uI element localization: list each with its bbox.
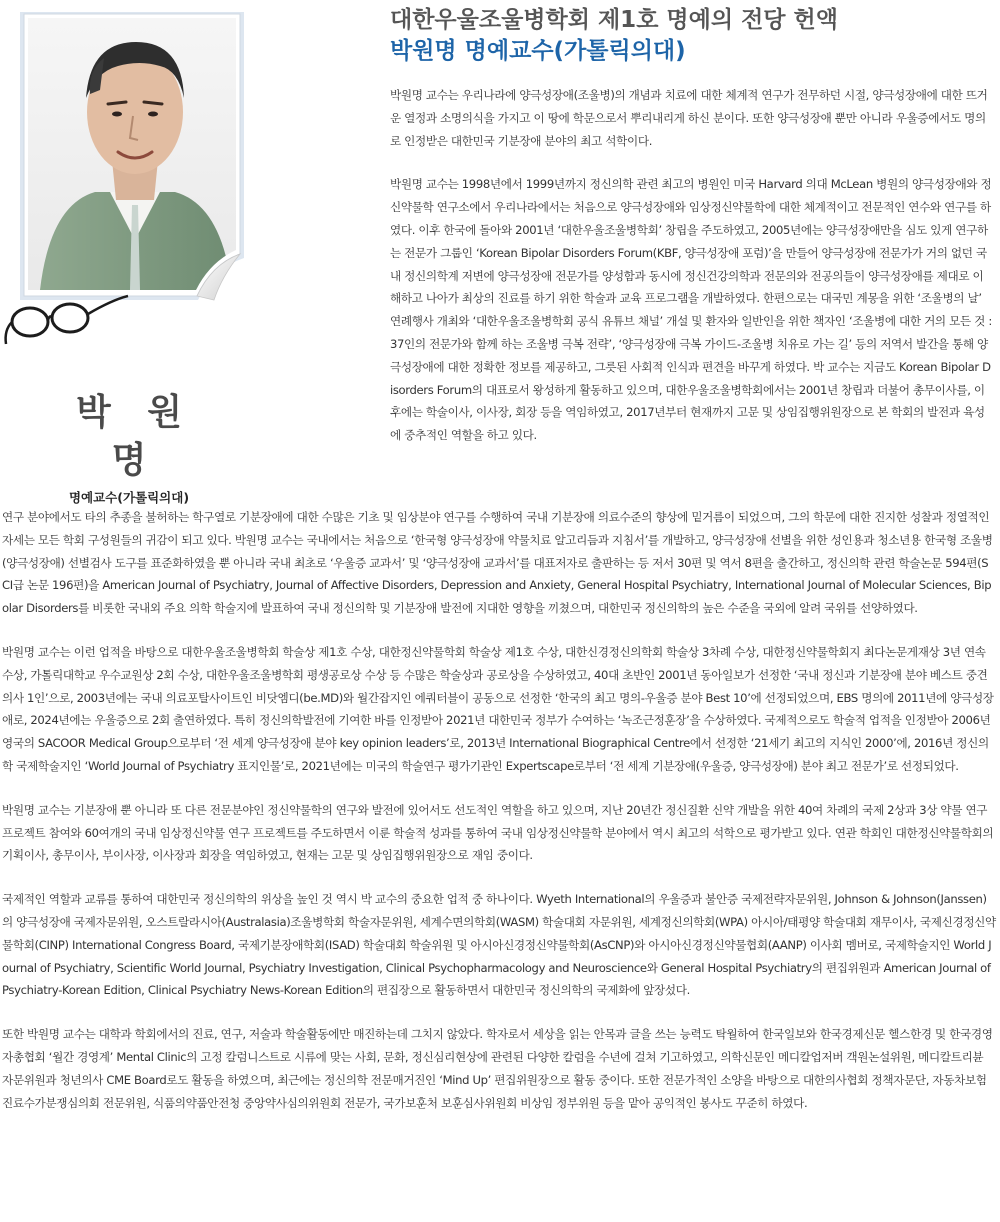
paragraph: 박원명 교수는 기분장애 뿐 아니라 또 다른 전문분야인 정신약물학의 연구와 발전에 있어서도 선도적인 역할을 하고 있으며, 지난 20년간 정신질환 신약 개발을 위한 40여 차례의 국제 2상과 3상 약물 연구 프로젝트 참여와 60여개의 국내 임상정신약물 연구 프로젝트를 주도하면서 이룬 학술적 성과를 통하여 국내 임상정신약물학 분야에서 역시 최고의 석학으로 평가받고 있다. 연관 학회인 대한정신약물학회의 기획이사, 총무이사, 부이사장, 이사장과 회장을 역임하였고, 현재는 고문 및 상임집행위원장으로 재임 중이다. [2, 802, 994, 863]
page-title: 대한우울조울병학회 제1호 명예의 전당 헌액 [390, 7, 838, 33]
profile-name-block [40, 388, 218, 506]
profile-name: 박 원 명 [75, 391, 195, 481]
paragraph: 박원명 교수는 이런 업적을 바탕으로 대한우울조울병학회 학술상 제1호 수상, 대한정신약물학회 학술상 제1호 수상, 대한신경정신의학회 학술상 3차례 수상, 대한정신약물학회지 최다논문게재상 3년 연속 수상, 가톨릭대학교 우수교원상 2회 수상, 대한우울조울병학회 평생공로상 수상 등 수많은 학술상과 공로상을 수상하였고, 40대 초반인 2001년 동아일보가 선정한 ‘국내 정신과 기분장애 분야 베스트 중견의사 1인’으로, 2003년에는 국내 의료포탈사이트인 비닷엠디(be.MD)와 월간잡지인 에쿼터블이 공동으로 선정한 ‘한국의 최고 명의-우울증 분야 Best 10’에 선정되었으며, EBS 명의에 2011년에 양극성장애로, 2024년에는 우울증으로 2회 출연하였다. 특히 정신의학발전에 기여한 바를 인정받아 2021년 대한민국 정부가 수여하는 ‘녹조근정훈장’을 수상하였다. 국제적으로도 학술적 업적을 인정받아 2006년 영국의 SACOOR Medical Group으로부터 ‘전 세계 양극성장애 분야 key opinion leaders’로, 2013년 International Biographical Centre에서 선정한 ‘21세기 최고의 지식인 2000’에, 2016년 정신의학 국제학술지인 ‘World Journal of Psychiatry 표지인물’로, 2021년에는 미국의 학술연구 평가기관인 Expertscape로부터 ‘전 세계 기분장애(우울증, 양극성장애) 분야 최고 전문가’로 선정되었다. [2, 644, 994, 773]
paragraph: 박원명 교수는 1998년에서 1999년까지 정신의학 관련 최고의 병원인 미국 Harvard 의대 McLean 병원의 양극성장애와 정신약물학 연구소에서 우리나라에서는 처음으로 양극성장애와 임상정신약물학에 대한 체계적이고 전문적인 연수와 연구를 하였다. 이후 한국에 돌아와 2001년 ‘대한우울조울병학회’ 창립을 주도하였고, 2005년에는 양극성장애만을 심도 있게 연구하는 전문가 그룹인 ‘Korean Bipolar Disorders Forum(KBF, 양극성장애 포럼)’을 만들어 양극성장애 전문가가 거의 없던 국내 정신의학계 저변에 양극성장애 전문가를 양성함과 동시에 정신건강의학과 전문의와 전공의들이 양극성장애를 제대로 이해하고 나아가 최상의 진료를 하기 위한 학술과 교육 프로그램을 개발하였다. 한편으로는 대국민 계몽을 위한 ‘조울병의 날’ 연례행사 개최와 ‘대한우울조울병학회 공식 유튜브 채널’ 개설 및 환자와 일반인을 위한 책자인 ‘조울병에 대한 거의 모든 것 : 37인의 전문가와 함께 하는 조울병 극복 전략’, ‘양극성장애 극복 가이드-조울병 치유로 가는 길’ 등의 저역서 발간을 통해 양극성장애에 대한 정확한 정보를 제공하고, 그릇된 사회적 인식과 편견을 바꾸게 하였다. 박 교수는 지금도 Korean Bipolar Disorders Forum의 대표로서 왕성하게 활동하고 있으며, 대한우울조울병학회에서는 2001년 창립과 더불어 총무이사를, 이후에는 학술이사, 이사장, 회장 등을 역임하였고, 2017년부터 현재까지 고문 및 상임집행위원장으로 본 학회의 발전과 육성에 중추적인 역할을 하고 있다. [390, 177, 992, 443]
paragraph: 연구 분야에서도 타의 추종을 불허하는 학구열로 기분장애에 대한 수많은 기초 및 임상분야 연구를 수행하여 국내 기분장애 의료수준의 향상에 밑거름이 되었으며, 그의 학문에 대한 진지한 성찰과 정열적인 자세는 모든 학회 구성원들의 귀감이 되고 있다. 박원명 교수는 국내에서는 처음으로 ‘한국형 양극성장애 약물치료 알고리듬과 지침서’를 개발하고, 양극성장애 선별을 위한 성인용과 청소년용 한국형 조울병(양극성장애) 선별검사 도구를 표준화하였을 뿐 아니라 국내 최초로 ‘우울증 교과서’ 및 ‘양극성장애 교과서’를 대표저자로 출판하는 등 저서 30편 및 역서 8편을 출간하고, 정신의학 관련 학술논문 594편(SCI급 논문 196편)을 American Journal of Psychiatry, Journal of Affective Disorders, Depression and Anxiety, General Hospital Psychiatry, International Journal of Molecular Sciences, Bipolar Disorders를 비롯한 국내외 주요 의학 학술지에 발표하여 국내 정신의학 및 기분장애 발전에 지대한 영향을 끼쳤으며, 대한민국 정신의학의 높은 수준을 국외에 알려 국위를 선양하였다. [2, 510, 993, 616]
paragraph: 박원명 교수는 우리나라에 양극성장애(조울병)의 개념과 치료에 대한 체계적 연구가 전무하던 시절, 양극성장애에 대한 뜨거운 열정과 소명의식을 가지고 이 땅에 학문으로서 뿌리내리게 하신 분이다. 또한 양극성장애 뿐만 아니라 우울증에서도 명의로 인정받은 대한민국 기분장애 분야의 최고 석학이다. [390, 88, 988, 148]
portrait-photo [0, 0, 248, 370]
paragraph: 국제적인 역할과 교류를 통하여 대한민국 정신의학의 위상을 높인 것 역시 박 교수의 중요한 업적 중 하나이다. Wyeth International의 우울증과 불안증 국제전략자문위원, Johnson & Johnson(Janssen)의 양극성장애 국제자문위원, 오스트랄라시아(Australasia)조울병학회 학술자문위원, 세계수면의학회(WASM) 학술대회 자문위원, 세계정신의학회(WPA) 아시아/태평양 학술대회 재무이사, 국제신경정신약물학회(CINP) International Congress Board, 국제기분장애학회(ISAD) 학술대회 학술위원 및 아시아신경정신약물학회(AsCNP)와 아시아신경정신약물협회(AANP) 이사회 멤버로, 국제학술지인 World Journal of Psychiatry, Scientific World Journal, Psychiatry Investigation, Clinical Psychopharmacology and Neuroscience와 General Hospital Psychiatry의 편집위원과 American Journal of Psychiatry-Korean Edition, Clinical Psychiatry News-Korean Edition의 편집장으로 활동하면서 대한민국 정신의학의 국제화에 앞장섰다. [2, 892, 996, 998]
body-column [2, 506, 996, 1135]
eyeglasses-icon [6, 296, 128, 344]
profile-subtitle: 명예교수(가톨릭의대) [68, 490, 190, 505]
page-subtitle: 박원명 명예교수(가톨릭의대) [390, 38, 686, 64]
intro-column [390, 84, 992, 468]
paragraph: 또한 박원명 교수는 대학과 학회에서의 진료, 연구, 저술과 학술활동에만 매진하는데 그치지 않았다. 학자로서 세상을 읽는 안목과 글을 쓰는 능력도 탁월하여 한국일보와 한국경제신문 헬스한경 및 한국경영자총협회 ‘월간 경영계’ Mental Clinic의 고정 칼럼니스트로 시류에 맞는 사회, 문화, 정신심리현상에 관련된 다양한 칼럼을 수년에 걸쳐 기고하였고, 의학신문인 메디칼업저버 객원논설위원, 메디칼트리뷴 자문위원과 청년의사 CME Board로도 활동을 하였으며, 최근에는 정신의학 전문매거진인 ‘Mind Up’ 편집위원장으로 활동 중이다. 또한 전문가적인 소양을 바탕으로 대한의사협회 정책자문단, 자동차보험진료수가분쟁심의회 전문위원, 식품의약품안전청 중앙약사심의위원회 전문가, 국가보훈처 보훈심사위원회 비상임 정부위원 등을 맡아 공익적인 봉사도 꾸준히 하였다. [2, 1027, 993, 1110]
